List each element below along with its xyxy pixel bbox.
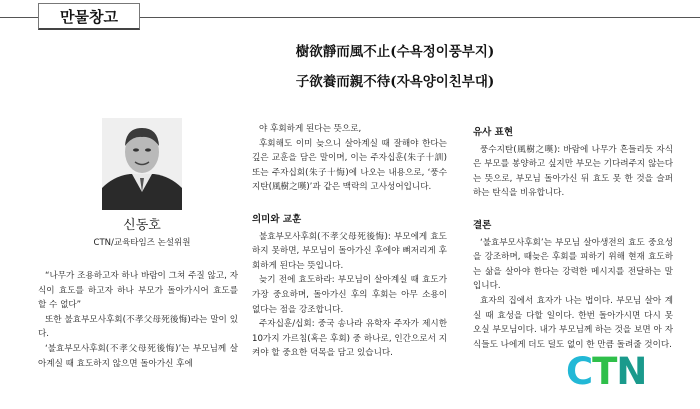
ctn-logo bbox=[566, 352, 646, 392]
paragraph: ‘불효부모사후회’는 부모님 살아생전의 효도 중요성을 강조하며, 때늦은 후회를 피하기 위해 현재 효도하는 삶을 살아야 한다는 강력한 메시지를 전달하는 말입니다. bbox=[473, 237, 673, 292]
paragraph: 또한 불효부모사후회(不孝父母死後悔)라는 말이 있다. bbox=[38, 314, 238, 340]
author-photo bbox=[102, 118, 182, 210]
headline-line-1: 樹欲靜而風不止(수욕정이풍부지) bbox=[295, 44, 495, 60]
paragraph: “나무가 조용하고자 하나 바람이 그쳐 주질 않고, 자식이 효도를 하고자 하나 부모가 돌아가시어 효도를 할 수 없다” bbox=[38, 271, 238, 311]
article-column-1 bbox=[38, 269, 238, 371]
paragraph: ‘불효부모사후회(不孝父母死後悔)’는 부모님께 살아계실 때 효도하지 않으면 돌아가신 후에 bbox=[38, 343, 238, 369]
section-tab: 만물창고 bbox=[38, 3, 140, 30]
paragraph: 불효부모사후회(不孝父母死後悔): 부모에게 효도하지 못하면, 부모님이 돌아가신 후에야 뼈저리게 후회하게 된다는 뜻입니다. bbox=[252, 231, 447, 271]
paragraph: 후회해도 이미 늦으니 살아계실 때 잘해야 한다는 깊은 교훈을 담은 말이며, 이는 주자십훈(朱子十訓) 또는 주자십회(朱子十悔)에 나오는 내용으로, ‘풍수지탄(風樹之嘆)’과 같은 맥락의 고사성어입니다. bbox=[252, 138, 447, 193]
section-heading: 결론 bbox=[473, 219, 492, 231]
headline-line-2: 子欲養而親不待(자욕양이친부대) bbox=[295, 74, 495, 90]
article-column-3 bbox=[473, 122, 673, 352]
paragraph: 야 후회하게 된다는 뜻으로, bbox=[259, 124, 362, 134]
paragraph: 주자십훈/십회: 중국 송나라 유학자 주자가 제시한 10가지 가르침(혹은 후회) 중 하나로, 인간으로서 지켜야 할 중요한 덕목을 담고 있습니다. bbox=[252, 319, 447, 359]
paragraph: 효자의 집에서 효자가 나는 법이다. 부모님 살아 계실 때 효성을 다할 일이다. 한번 돌아가시면 다시 못 오실 부모님이다. 내가 부모님께 하는 것을 보면 아 자식들도 나에게 더도 덜도 없이 한 만큼 돌려줄 것이다. bbox=[473, 295, 673, 350]
author-title: CTN/교육타임즈 논설위원 bbox=[93, 238, 191, 248]
article-column-2 bbox=[252, 122, 447, 361]
logo-letter: T bbox=[592, 350, 617, 393]
author-name: 신동호 bbox=[123, 218, 161, 233]
section-heading: 유사 표현 bbox=[473, 127, 514, 138]
logo-letter: N bbox=[616, 350, 647, 393]
paragraph: 늦기 전에 효도하라: 부모님이 살아계실 때 효도가 가장 중요하며, 돌아가신 후의 후회는 아무 소용이 없다는 점을 강조합니다. bbox=[252, 275, 447, 315]
section-heading: 의미와 교훈 bbox=[252, 213, 302, 225]
logo-letter: C bbox=[566, 350, 593, 393]
paragraph: 풍수지탄(風樹之嘆): 바람에 나무가 흔들리듯 자식은 부모를 봉양하고 싶지만 부모는 기다려주지 않는다는 뜻으로, 부모님 돌아가신 뒤 효도 못 한 것을 슬퍼하는 탄식을 비유합니다. bbox=[473, 144, 673, 199]
